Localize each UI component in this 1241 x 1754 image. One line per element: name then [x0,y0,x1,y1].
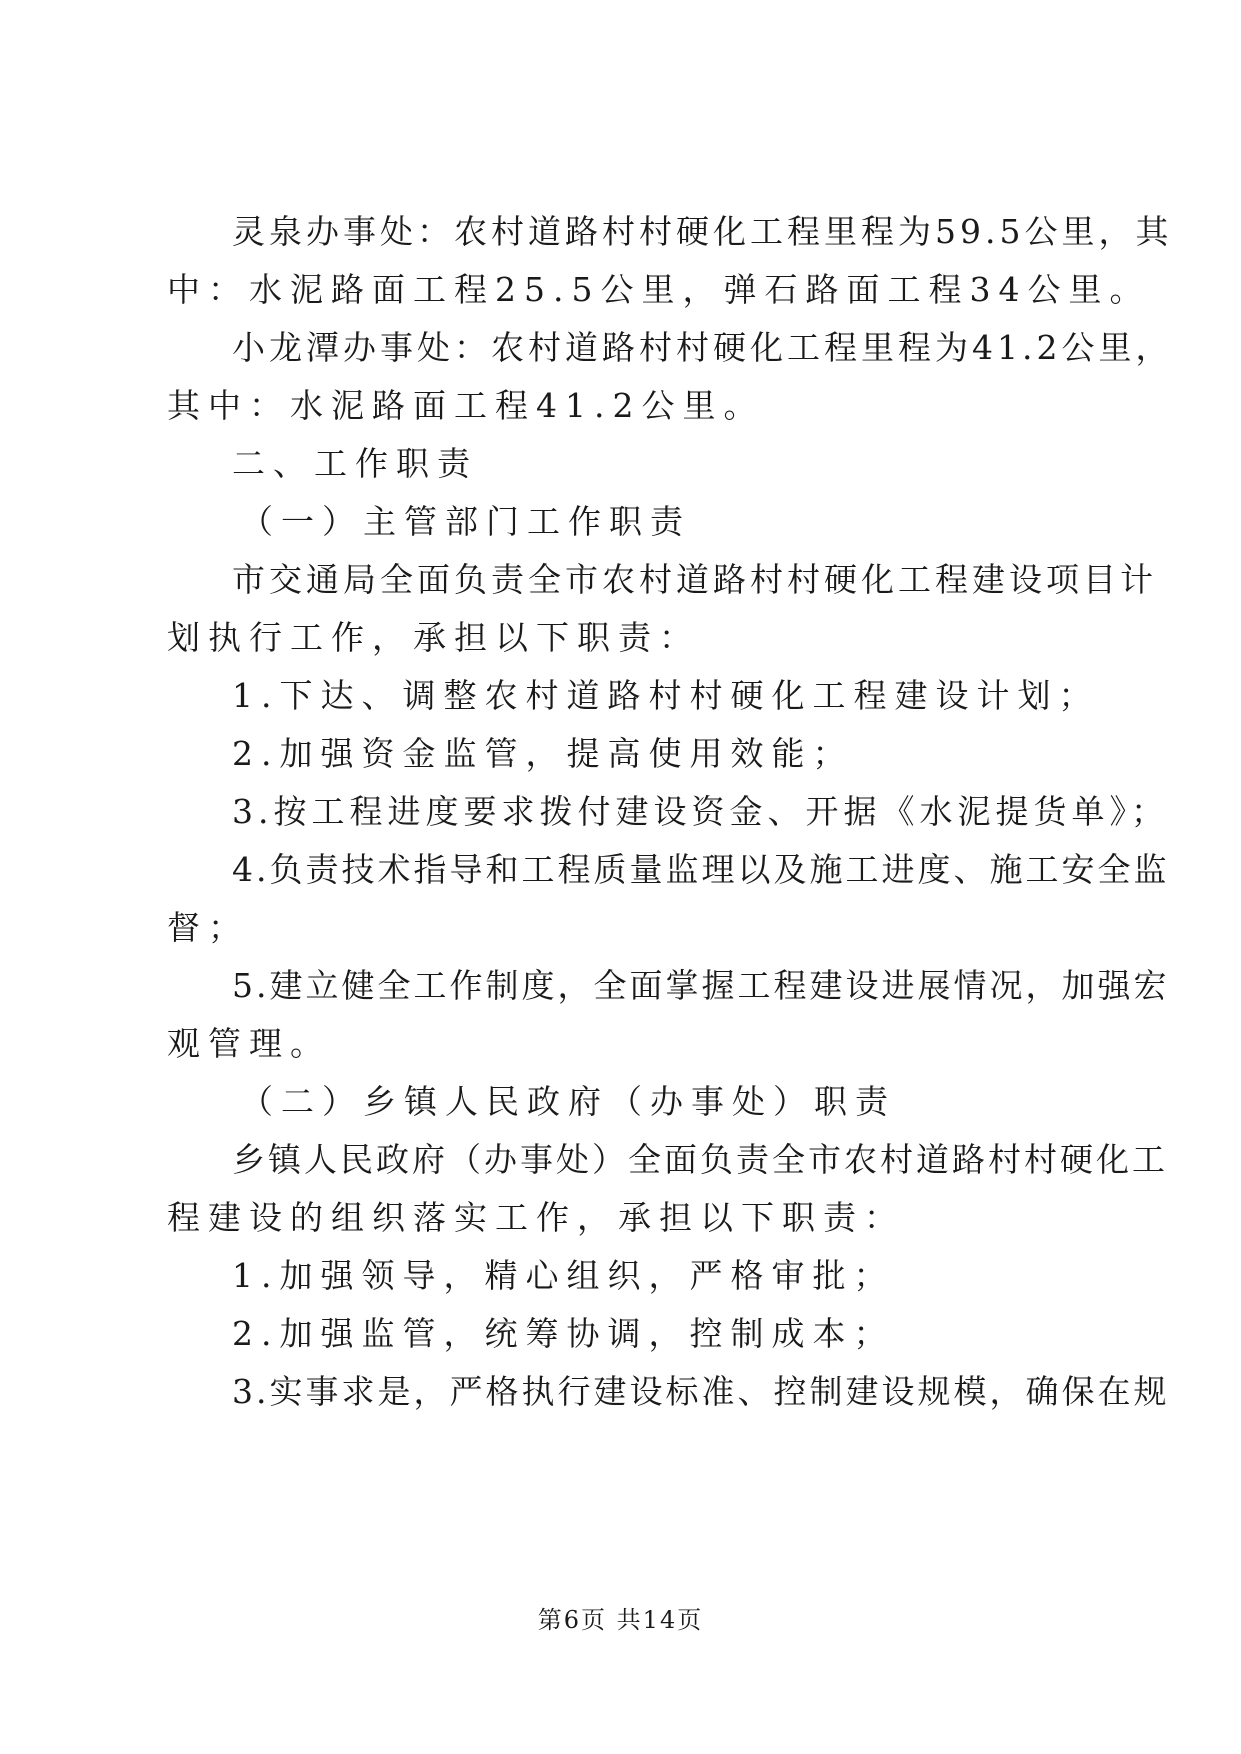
body-line-4: 其中：水泥路面工程41.2公里。 [167,386,765,425]
body-line-2: 中：水泥路面工程25.5公里，弹石路面工程34公里。 [167,270,1151,309]
body-line-17: 乡镇人民政府（办事处）全面负责全市农村道路村村硬化工 [232,1140,1168,1179]
body-line-8: 划执行工作，承担以下职责： [167,618,700,657]
list-item-4: 4.负责技术指导和工程质量监理以及施工进度、施工安全监 [232,850,1170,889]
list-item-b2: 2.加强监管，统筹协调，控制成本； [232,1314,895,1353]
section-heading: 二、工作职责 [232,444,478,483]
body-line-7: 市交通局全面负责全市农村道路村村硬化工程建设项目计 [232,560,1157,599]
list-item-5: 5.建立健全工作制度，全面掌握工程建设进展情况，加强宏 [232,966,1170,1005]
list-item-5-continued: 观管理。 [167,1024,331,1063]
subsection-heading-1: （一）主管部门工作职责 [240,502,691,541]
list-item-b3: 3.实事求是，严格执行建设标准、控制建设规模，确保在规 [232,1372,1170,1411]
list-item-4-continued: 督； [167,908,249,947]
list-item-1: 1.下达、调整农村道路村村硬化工程建设计划； [232,676,1100,715]
list-item-b1: 1.加强领导，精心组织，严格审批； [232,1256,895,1295]
body-line-3: 小龙潭办事处：农村道路村村硬化工程里程为41.2公里， [232,328,1173,367]
body-line-1: 灵泉办事处：农村道路村村硬化工程里程为59.5公里，其 [232,212,1173,251]
list-item-2: 2.加强资金监管，提高使用效能； [232,734,854,773]
subsection-heading-2: （二）乡镇人民政府（办事处）职责 [240,1082,896,1121]
page-footer: 第6页 共14页 [537,1606,704,1634]
body-line-18: 程建设的组织落实工作，承担以下职责： [167,1198,905,1237]
list-item-3: 3.按工程进度要求拨付建设资金、开据《水泥提货单》； [232,792,1169,831]
